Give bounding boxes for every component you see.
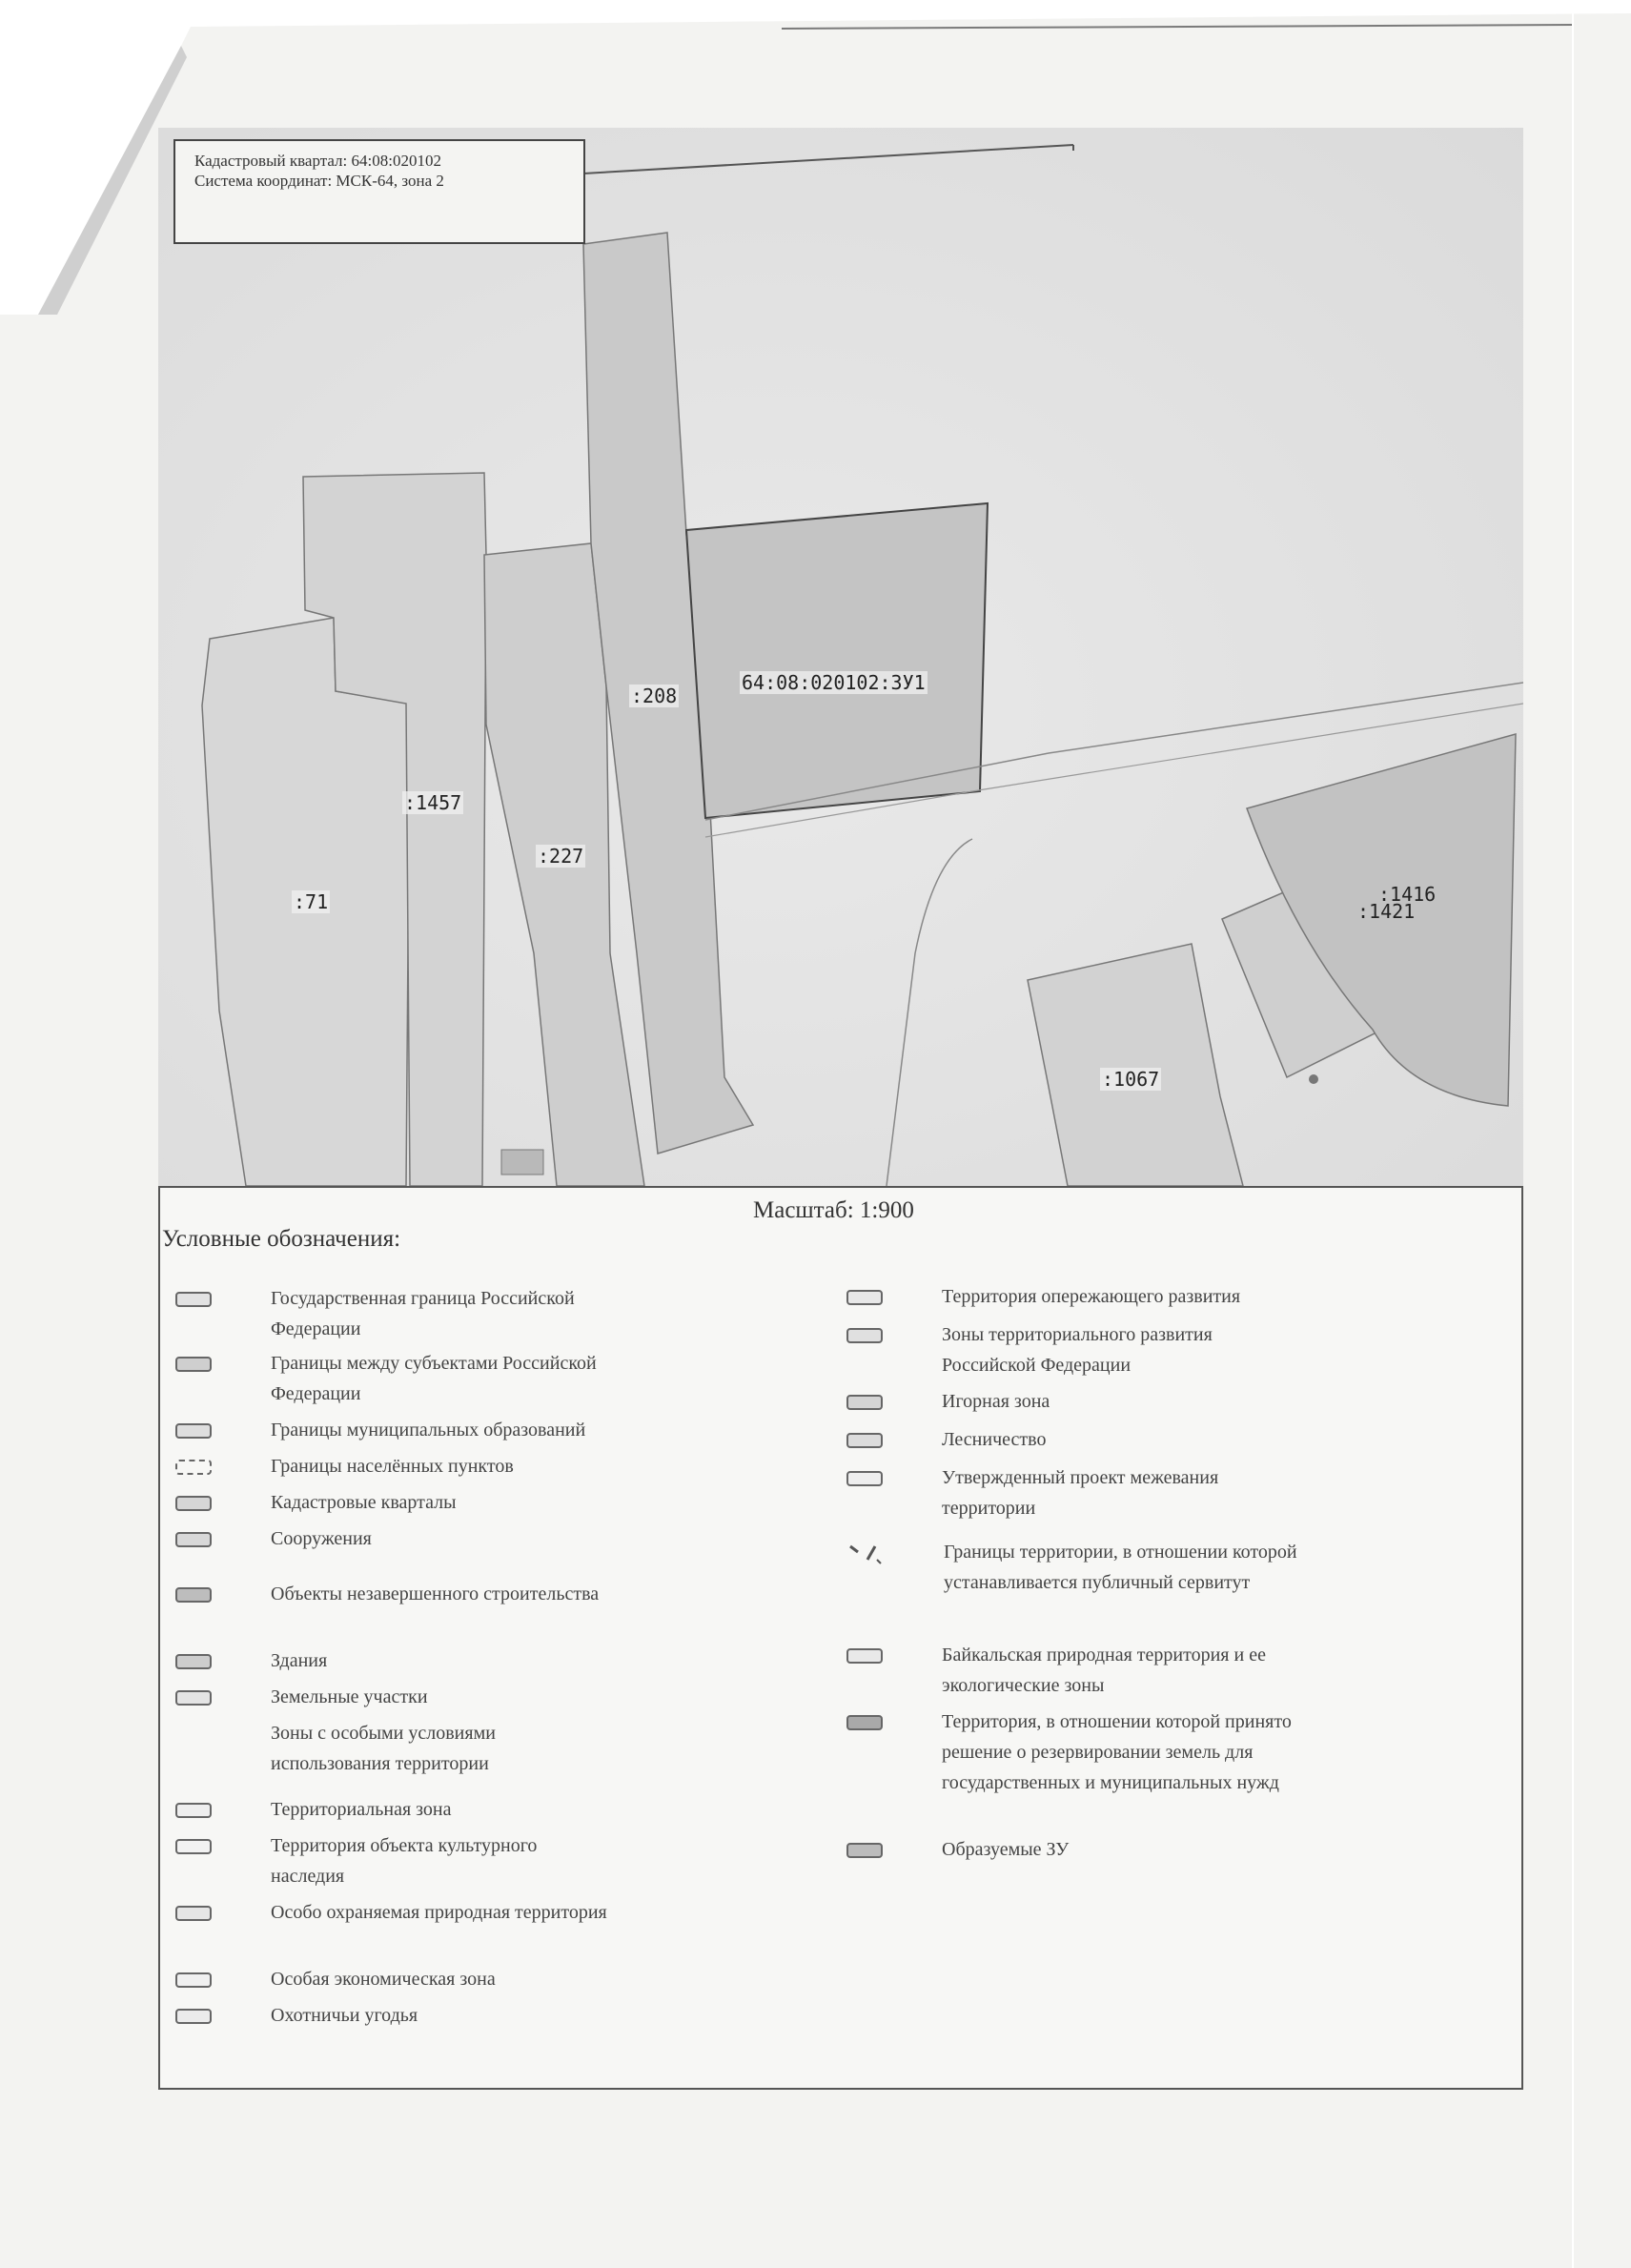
legend-item [175, 1836, 614, 1891]
legend-label: Территория объекта культурного наследия [271, 1835, 538, 1887]
legend-swatch-icon [846, 1543, 885, 1565]
legend-swatch-icon [175, 1292, 212, 1307]
legend-swatch-icon [846, 1843, 883, 1858]
legend-label: Утвержденный проект межевания территории [942, 1467, 1219, 1519]
parcel-label-1421[interactable]: :1421 [1357, 900, 1416, 923]
legend-label: Границы муниципальных образований [271, 1420, 586, 1440]
legend-label: Зоны с особыми условиями использования территории [271, 1723, 496, 1774]
legend-label: Особая экономическая зона [271, 1969, 496, 1990]
legend-item [846, 1543, 1306, 1598]
legend-label: Кадастровые кварталы [271, 1492, 457, 1513]
legend-item [175, 1493, 614, 1518]
legend-item [846, 1712, 1304, 1798]
parcel-label-1416[interactable]: :1416 [1378, 883, 1437, 906]
legend-label: Здания [271, 1650, 328, 1671]
legend-item [175, 1800, 614, 1825]
legend-label: Государственная граница Российской Федерации [271, 1288, 575, 1339]
legend-title: Условные обозначения: [162, 1226, 401, 1252]
parcel-zu1-shape [686, 503, 988, 818]
legend-label: Территория, в отношении которой принято решение о резервировании земель для государственных и муниципальных нужд [942, 1711, 1292, 1793]
legend-swatch-icon [846, 1328, 883, 1343]
parcel-label-71[interactable]: :71 [294, 890, 329, 913]
legend-label: Земельные участки [271, 1686, 428, 1707]
legend-swatch-icon [175, 1839, 212, 1854]
parcel-label-1457[interactable]: :1457 [404, 791, 462, 814]
legend-swatch-icon [175, 1357, 212, 1372]
legend-item [175, 1354, 614, 1409]
legend-swatch-icon [175, 2009, 212, 2024]
legend-swatch-icon [175, 1496, 212, 1511]
legend-item [846, 1392, 1304, 1417]
legend-item [846, 1325, 1304, 1380]
legend-item [175, 1529, 614, 1554]
legend-label: Лесничество [942, 1429, 1047, 1450]
legend-item [175, 1457, 614, 1481]
legend-swatch-icon [175, 1423, 212, 1439]
legend-swatch-icon [846, 1648, 883, 1664]
map-canvas [158, 128, 1523, 1188]
legend-item [175, 2006, 614, 2031]
legend-label: Зоны территориального развития Российской Федерации [942, 1324, 1213, 1376]
legend-item [846, 1287, 1304, 1312]
legend-swatch-icon [175, 1972, 212, 1988]
parcel-label-1067[interactable]: :1067 [1102, 1068, 1160, 1091]
coordinate-system-text: Система координат: МСК-64, зона 2 [194, 172, 444, 190]
legend-label: Сооружения [271, 1528, 372, 1549]
legend-swatch-icon [846, 1433, 883, 1448]
legend-label: Охотничьи угодья [271, 2005, 418, 2026]
point-marker [1309, 1074, 1318, 1084]
legend-label: Особо охраняемая природная территория [271, 1902, 607, 1923]
legend-item [175, 1651, 614, 1676]
map-info-box [173, 139, 585, 244]
legend-swatch-icon [175, 1906, 212, 1921]
legend-item [175, 1903, 614, 1928]
cadastral-map[interactable] [158, 128, 1523, 1188]
legend-label: Игорная зона [942, 1391, 1050, 1412]
legend-item [846, 1430, 1304, 1455]
map-scale: Масштаб: 1:900 [753, 1197, 914, 1223]
legend-swatch-icon [175, 1654, 212, 1669]
legend-item [846, 1468, 1304, 1523]
legend-label: Границы между субъектами Российской Федерации [271, 1353, 597, 1404]
legend-swatch-icon [175, 1532, 212, 1547]
legend-label: Образуемые ЗУ [942, 1839, 1070, 1860]
legend-item [175, 1289, 614, 1344]
parcel-label-227[interactable]: :227 [538, 845, 584, 868]
legend-label: Территориальная зона [271, 1799, 452, 1820]
building-shape [501, 1150, 543, 1175]
parcel-label-zu1[interactable]: 64:08:020102:ЗУ1 [742, 671, 926, 694]
legend-swatch-icon [175, 1587, 212, 1603]
legend-item [846, 1840, 1304, 1865]
cadastral-quarter-text: Кадастровый квартал: 64:08:020102 [194, 152, 441, 170]
legend-item [175, 1687, 614, 1712]
legend-swatch-icon [175, 1690, 212, 1706]
legend-item [175, 1724, 614, 1779]
legend-label: Территория опережающего развития [942, 1286, 1241, 1307]
legend-swatch-icon [175, 1460, 212, 1475]
legend-item [175, 1420, 614, 1445]
legend-swatch-icon [846, 1715, 883, 1730]
legend-item [175, 1584, 614, 1609]
legend-item [846, 1645, 1304, 1701]
legend-swatch-icon [846, 1471, 883, 1486]
legend-label: Границы территории, в отношении которой устанавливается публичный сервитут [944, 1542, 1297, 1593]
parcel-label-208[interactable]: :208 [631, 684, 678, 707]
legend-label: Объекты незавершенного строительства [271, 1584, 600, 1604]
legend-label: Границы населённых пунктов [271, 1456, 514, 1477]
legend-swatch-icon [846, 1395, 883, 1410]
legend-swatch-icon [846, 1290, 883, 1305]
legend-label: Байкальская природная территория и ее экологические зоны [942, 1645, 1266, 1696]
legend-item [175, 1970, 614, 1994]
legend-swatch-icon [175, 1803, 212, 1818]
